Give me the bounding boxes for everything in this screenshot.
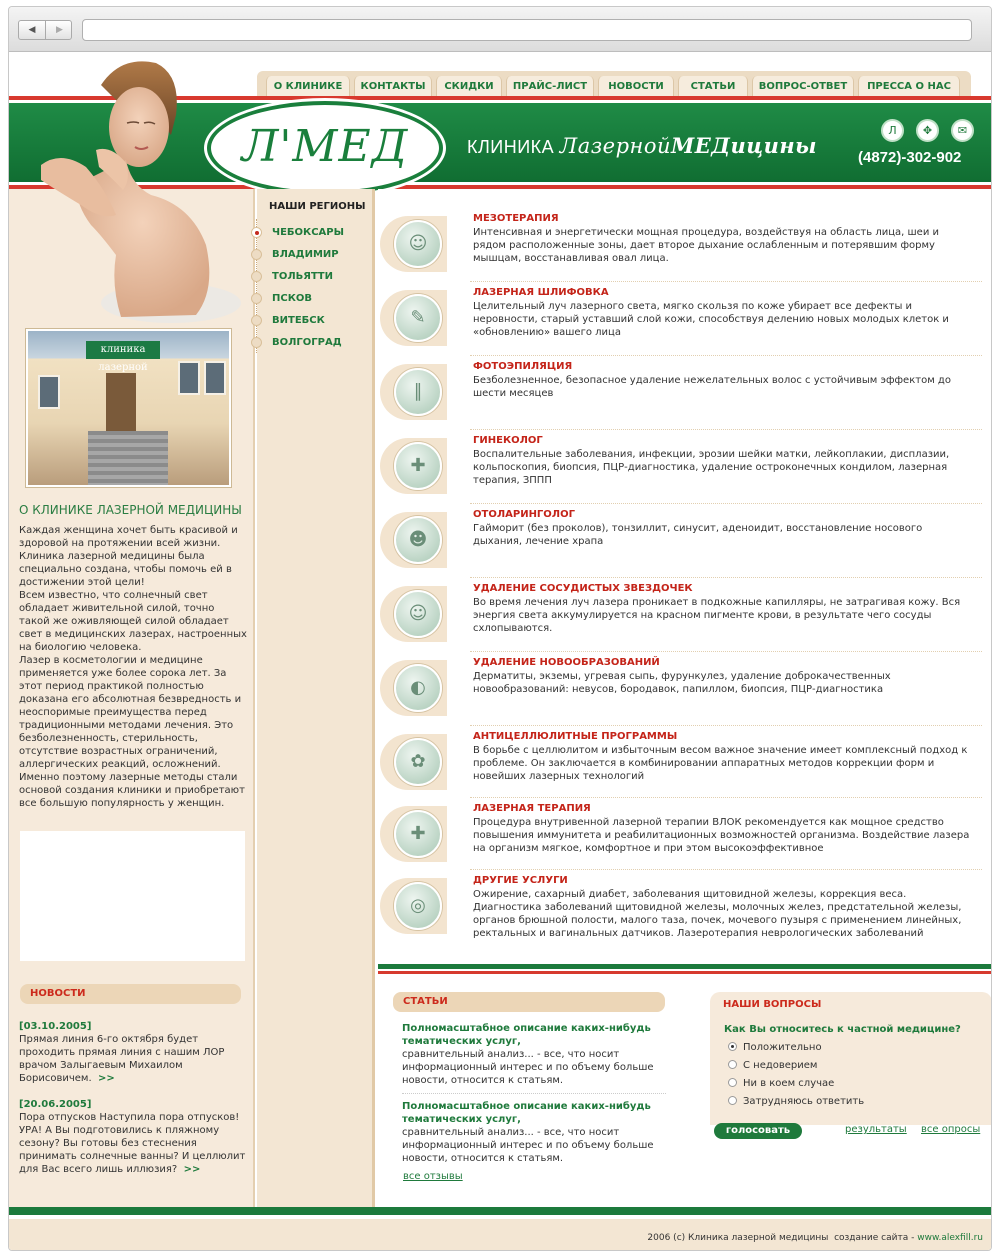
service-description: Безболезненное, безопасное удаление нежелательных волос с устойчивым эффектом до шести месяцев bbox=[473, 375, 951, 399]
about-text: Каждая женщина хочет быть красивой и здоровой на протяжении всей жизни. Клиника лазерной медицины была специально создана, чтобы помочь ей в достижении этой цели! Всем известно, что солнечный свет обладает живительной силой, точно такой же оживляющей силой обладает свет в медицинских лазерах, настроенных на биологию человека. Лазер в косметологии и медицине применяется уже более сорока лет. За этот период практикой полностью доказана его абсолютная безвредность и неоспоримые преимущества перед традиционными методами лечения. Это безболезненность, стерильность, отсутствие возрастных ограничений, аллергических реакций, осложнений. Именно поэтому лазерные методы стали основой создания клиники и приобретают все большую популярность у женщин. bbox=[19, 525, 247, 809]
poll-option-label: Положительно bbox=[743, 1042, 822, 1053]
nav-contacts[interactable]: КОНТАКТЫ bbox=[354, 76, 432, 99]
service-item bbox=[378, 874, 980, 946]
phone-number: (4872)-302-902 bbox=[858, 149, 962, 166]
region-link[interactable]: ПСКОВ bbox=[272, 293, 313, 304]
service-description: Воспалительные заболевания, инфекции, эрозии шейки матки, лейкоплакии, дисплазии, кольпоскопия, биопсия, ПЦР-диагностика, удаление остроконечных кондилом, лазерная терапия, ЗППП bbox=[473, 449, 950, 486]
service-separator bbox=[470, 281, 982, 282]
stairs bbox=[88, 431, 168, 485]
regions-title: НАШИ РЕГИОНЫ bbox=[269, 201, 366, 212]
logo-text: Л'МЕД bbox=[241, 121, 409, 172]
region-item[interactable] bbox=[251, 292, 371, 306]
credit-text: создание сайта - bbox=[834, 1233, 918, 1243]
poll-results-link[interactable]: результаты bbox=[845, 1124, 907, 1135]
ultrasound-icon[interactable]: ◎ bbox=[394, 882, 442, 930]
therapy-icon[interactable]: ✚ bbox=[394, 810, 442, 858]
news-header: НОВОСТИ bbox=[20, 984, 241, 1004]
tagline-part-1: КЛИНИКА bbox=[467, 137, 560, 157]
news-text: Пора отпусков Наступила пора отпусков! УРА! А Вы подготовились к пляжному сезону? Вы готовы без стеснения принимать солнечные ванны? И целлюлит для Вас всего лишь иллюзия? bbox=[19, 1112, 246, 1175]
service-icon-frame bbox=[380, 438, 447, 494]
tagline-part-3: МЕДицины bbox=[671, 133, 818, 158]
service-title[interactable]: АНТИЦЕЛЛЮЛИТНЫЕ ПРОГРАММЫ bbox=[473, 731, 678, 742]
service-icon-frame bbox=[380, 290, 447, 346]
region-item[interactable] bbox=[251, 270, 371, 284]
region-item[interactable] bbox=[251, 314, 371, 328]
gynecology-icon[interactable]: ✚ bbox=[394, 442, 442, 490]
region-link[interactable]: ВЛАДИМИР bbox=[272, 249, 339, 260]
bullet-icon bbox=[251, 293, 262, 304]
news-more-link[interactable]: >> bbox=[183, 1164, 201, 1175]
article-text: сравнительный анализ... - все, что носит информационный интерес и по объему больше новости, относится к статьям. bbox=[402, 1127, 654, 1164]
radio-icon[interactable] bbox=[728, 1078, 737, 1087]
service-title[interactable]: ЛАЗЕРНАЯ ШЛИФОВКА bbox=[473, 287, 609, 298]
service-title[interactable]: ДРУГИЕ УСЛУГИ bbox=[473, 875, 568, 886]
bullet-icon bbox=[251, 227, 262, 238]
service-icon-frame bbox=[380, 586, 447, 642]
bullet-icon bbox=[251, 315, 262, 326]
service-description: В борьбе с целлюлитом и избыточным весом важное значение имеет комплексный подход к проблеме. Он заключается в комбинировании аппаратных методов коррекции форм и новейших лазерных технологий bbox=[473, 745, 968, 782]
nav-press[interactable]: ПРЕССА О НАС bbox=[858, 76, 960, 99]
doctor-icon[interactable]: ☻ bbox=[394, 516, 442, 564]
service-item bbox=[378, 656, 980, 728]
nav-pricelist[interactable]: ПРАЙС-ЛИСТ bbox=[506, 76, 594, 99]
service-title[interactable]: ЛАЗЕРНАЯ ТЕРАПИЯ bbox=[473, 803, 591, 814]
service-item bbox=[378, 508, 980, 580]
address-bar[interactable] bbox=[82, 19, 972, 41]
service-separator bbox=[470, 651, 982, 652]
vote-button[interactable]: голосовать bbox=[714, 1123, 802, 1139]
poll-option[interactable] bbox=[728, 1060, 817, 1071]
region-link[interactable]: ВИТЕБСК bbox=[272, 315, 325, 326]
radio-selected-icon[interactable] bbox=[728, 1042, 737, 1051]
service-separator bbox=[470, 429, 982, 430]
service-description: Интенсивная и энергетически мощная процедура, воздействуя на область лица, шеи и рядом расположенные зоны, дает второе дыхание ослабленным и потерявшим форму мышцам, восстанавливая овал лица. bbox=[473, 227, 939, 264]
laser-device-icon[interactable]: ✎ bbox=[394, 294, 442, 342]
nav-discounts[interactable]: СКИДКИ bbox=[436, 76, 502, 99]
service-separator bbox=[470, 503, 982, 504]
service-separator bbox=[470, 725, 982, 726]
article-title-link[interactable]: Полномасштабное описание каких-нибудь тематических услуг, bbox=[402, 1023, 651, 1047]
service-title[interactable]: ФОТОЭПИЛЯЦИЯ bbox=[473, 361, 573, 372]
poll-option-label: С недоверием bbox=[743, 1060, 818, 1071]
legs-icon[interactable]: ∥ bbox=[394, 368, 442, 416]
service-description: Целительный луч лазерного света, мягко скользя по коже убирает все дефекты и неровности, старый уставший слой кожи, способствуя делению новых молодых клеток и «обновлению» вашего лица bbox=[473, 301, 949, 338]
nav-news[interactable]: НОВОСТИ bbox=[598, 76, 674, 99]
service-description: Дерматиты, экземы, угревая сыпь, фурункулез, удаление доброкачественных новообразований: невусов, бородавок, папиллом, биопсия, ПЦР-диагностика bbox=[473, 671, 891, 695]
region-item[interactable] bbox=[251, 248, 371, 262]
article-title-link[interactable]: Полномасштабное описание каких-нибудь тематических услуг, bbox=[402, 1101, 651, 1125]
developer-link[interactable]: www.alexfill.ru bbox=[917, 1233, 983, 1243]
back-arrow-icon[interactable]: ◀ bbox=[19, 21, 46, 39]
news-item bbox=[19, 1021, 247, 1085]
face-treatment-icon[interactable]: ☺ bbox=[394, 220, 442, 268]
service-description: Ожирение, сахарный диабет, заболевания щитовидной железы, коррекция веса. Диагностика заболеваний щитовидной железы, молочных желез, предстательной железы, органов брюшной полости, малого таза, почек, мочевого пузыря с применением линейных, ректальных и вагинальных датчиков. Лазеротерапия неврологических заболеваний bbox=[473, 889, 962, 939]
bullet-icon bbox=[251, 337, 262, 348]
poll-option[interactable] bbox=[728, 1042, 822, 1053]
service-icon-frame bbox=[380, 878, 447, 934]
article-text: сравнительный анализ... - все, что носит информационный интерес и по объему больше новости, относится к статьям. bbox=[402, 1049, 654, 1086]
footer bbox=[9, 1219, 992, 1251]
service-item bbox=[378, 212, 980, 284]
woman-photo bbox=[31, 55, 241, 325]
mail-icon[interactable]: ✉ bbox=[951, 119, 974, 142]
service-separator bbox=[470, 869, 982, 870]
skin-icon[interactable]: ◐ bbox=[394, 664, 442, 712]
clinic-sign: клиника лазерной bbox=[86, 341, 160, 359]
news-text: Прямая линия 6-го октября будет проходить прямая линия с нашим ЛОР врачом Залыгаевым Михаилом Борисовичем. bbox=[19, 1034, 225, 1084]
poll-title: НАШИ ВОПРОСЫ bbox=[723, 999, 822, 1010]
clinic-tagline bbox=[467, 133, 817, 158]
news-more-link[interactable]: >> bbox=[97, 1073, 115, 1084]
radio-icon[interactable] bbox=[728, 1096, 737, 1105]
history-buttons bbox=[18, 20, 72, 40]
service-title[interactable]: УДАЛЕНИЕ НОВООБРАЗОВАНИЙ bbox=[473, 657, 660, 668]
divider-rule bbox=[378, 964, 992, 974]
nav-faq[interactable]: ВОПРОС-ОТВЕТ bbox=[752, 76, 854, 99]
poll-option-label: Затрудняюсь ответить bbox=[743, 1096, 865, 1107]
nav-about[interactable]: О КЛИНИКЕ bbox=[266, 76, 350, 99]
service-description: Гайморит (без проколов), тонзиллит, синусит, аденоидит, восстановление носового дыхания, лечение храпа bbox=[473, 523, 923, 547]
service-separator bbox=[470, 355, 982, 356]
service-item bbox=[378, 434, 980, 506]
service-icon-frame bbox=[380, 734, 447, 790]
service-description: Во время лечения луч лазера проникает в подкожные капилляры, не затрагивая кожу. Вся энергия света аккумулируется на красном пигменте крови, в результате чего сосуды схлопываются. bbox=[473, 597, 961, 634]
service-title[interactable]: ОТОЛАРИНГОЛОГ bbox=[473, 509, 575, 520]
sitemap-icon[interactable]: ✥ bbox=[916, 119, 939, 142]
logo-icon[interactable]: Л bbox=[881, 119, 904, 142]
footer-text bbox=[647, 1233, 983, 1243]
service-title[interactable]: УДАЛЕНИЕ СОСУДИСТЫХ ЗВЕЗДОЧЕК bbox=[473, 583, 693, 594]
region-item[interactable] bbox=[251, 336, 371, 350]
about-title: О КЛИНИКЕ ЛАЗЕРНОЙ МЕДИЦИНЫ bbox=[19, 503, 242, 517]
region-link[interactable]: ВОЛГОГРАД bbox=[272, 337, 342, 348]
service-item bbox=[378, 286, 980, 358]
region-link[interactable]: ТОЛЬЯТТИ bbox=[272, 271, 333, 282]
bullet-icon bbox=[251, 271, 262, 282]
service-item bbox=[378, 582, 980, 654]
service-icon-frame bbox=[380, 364, 447, 420]
service-description: Процедура внутривенной лазерной терапии ВЛОК рекомендуется как мощное средство повышения иммунитета и реабилитационных возможностей организма. Воздействие лазера на организм мягкое, комфортное и при этом высокоэффективное bbox=[473, 817, 970, 854]
service-icon-frame bbox=[380, 512, 447, 568]
poll-option[interactable] bbox=[728, 1096, 864, 1107]
news-item bbox=[19, 1099, 247, 1176]
service-icon-frame bbox=[380, 216, 447, 272]
service-title[interactable]: МЕЗОТЕРАПИЯ bbox=[473, 213, 559, 224]
browser-toolbar bbox=[9, 7, 992, 52]
radio-icon[interactable] bbox=[728, 1060, 737, 1069]
article-item bbox=[402, 1022, 666, 1087]
region-item[interactable] bbox=[251, 226, 371, 240]
poll-option[interactable] bbox=[728, 1078, 834, 1089]
window bbox=[204, 361, 226, 395]
bullet-icon bbox=[251, 249, 262, 260]
web-page bbox=[9, 53, 992, 1251]
body-icon[interactable]: ✿ bbox=[394, 738, 442, 786]
service-icon-frame bbox=[380, 806, 447, 862]
service-item bbox=[378, 802, 980, 874]
article-separator bbox=[402, 1093, 666, 1094]
service-icon-frame bbox=[380, 660, 447, 716]
copyright: 2006 (c) Клиника лазерной медицины bbox=[647, 1233, 829, 1243]
news-date[interactable]: [03.10.2005] bbox=[19, 1021, 92, 1032]
news-date[interactable]: [20.06.2005] bbox=[19, 1099, 92, 1110]
window bbox=[178, 361, 200, 395]
service-item bbox=[378, 360, 980, 432]
nav-articles[interactable]: СТАТЬИ bbox=[678, 76, 748, 99]
all-polls-link[interactable]: все опросы bbox=[921, 1124, 981, 1135]
footer-rule bbox=[9, 1207, 992, 1219]
service-title[interactable]: ГИНЕКОЛОГ bbox=[473, 435, 543, 446]
article-item bbox=[402, 1100, 666, 1165]
window bbox=[38, 375, 60, 409]
forward-arrow-icon[interactable]: ▶ bbox=[56, 25, 63, 35]
top-navigation bbox=[257, 71, 971, 99]
tagline-part-2: Лазерной bbox=[559, 134, 672, 158]
browser-window bbox=[8, 6, 992, 1251]
site-logo[interactable] bbox=[207, 101, 443, 195]
region-link[interactable]: ЧЕБОКСАРЫ bbox=[272, 227, 344, 238]
face-icon[interactable]: ☺ bbox=[394, 590, 442, 638]
articles-header: СТАТЬИ bbox=[393, 992, 665, 1012]
banner-placeholder bbox=[20, 831, 245, 961]
poll-option-label: Ни в коем случае bbox=[743, 1078, 835, 1089]
all-reviews-link[interactable]: все отзывы bbox=[403, 1171, 463, 1182]
service-separator bbox=[470, 797, 982, 798]
clinic-building-photo bbox=[26, 329, 231, 487]
service-item bbox=[378, 730, 980, 802]
poll-question: Как Вы относитесь к частной медицине? bbox=[724, 1024, 961, 1035]
service-separator bbox=[470, 577, 982, 578]
